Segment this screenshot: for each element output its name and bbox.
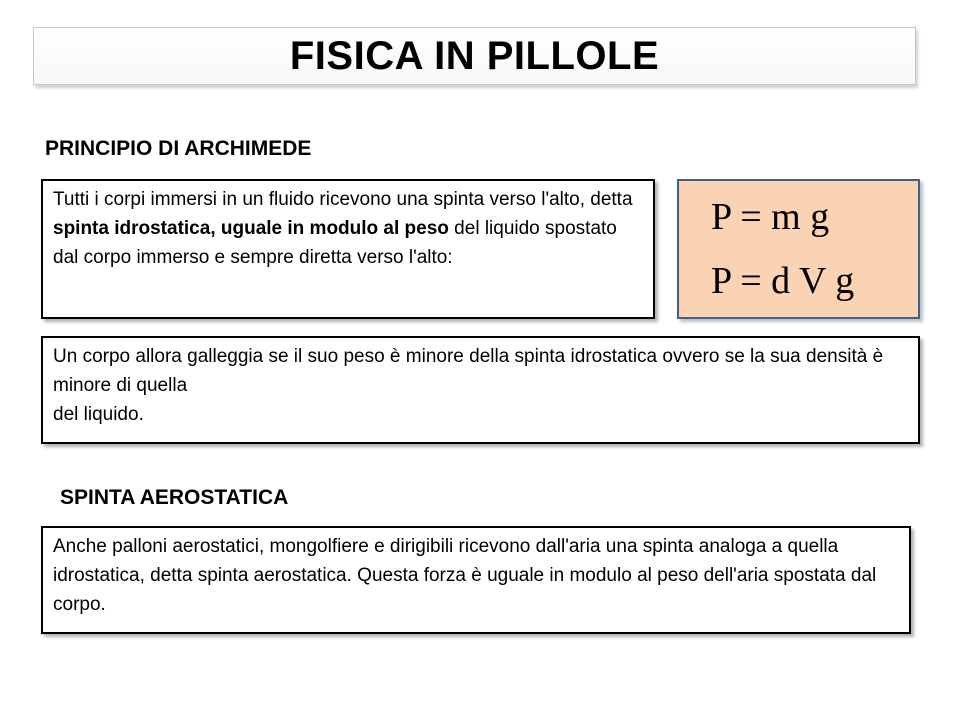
formula-box [677,179,920,319]
archimede-principle-text [53,185,643,272]
archimede-principle-box [41,179,655,319]
aerostatic-thrust-box [41,526,911,634]
section-heading-archimede: PRINCIPIO DI ARCHIMEDE [45,137,312,160]
page-title: FISICA IN PILLOLE [289,33,660,78]
floating-condition-line2: del liquido. [53,404,144,425]
principle-text-end: del liquido spostato dal corpo immerso e sempre diretta verso l'alto: [53,218,617,268]
section-heading-aerostatica: SPINTA AEROSTATICA [60,486,289,509]
aerostatic-thrust-text: Anche palloni aerostatici, mongolfiere e dirigibili ricevono dall'aria una spinta analoga a quella idrostatica, detta spinta aerostatica. Questa forza è uguale in modulo al peso dell'aria spostata dal corpo. [53,536,877,615]
principle-text-start: Tutti i corpi immersi in un fluido ricevono una spinta verso l'alto, detta [53,189,633,210]
formula-weight: P = m g [711,196,830,238]
floating-condition-box [41,336,920,444]
formula-buoyancy: P = d V g [711,260,855,302]
title-banner [33,27,916,85]
floating-condition-line1: Un corpo allora galleggia se il suo peso è minore della spinta idrostatica ovvero se la sua densità è minore di quella [53,346,884,396]
principle-text-bold: spinta idrostatica, uguale in modulo al peso [53,218,449,239]
